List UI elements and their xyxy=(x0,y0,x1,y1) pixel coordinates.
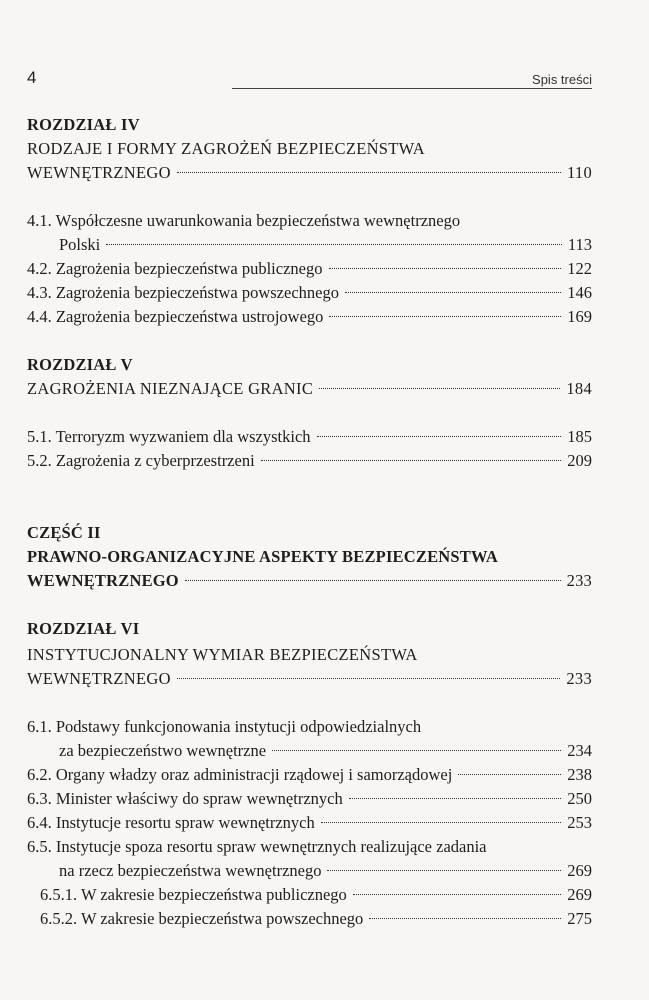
section-title-cont: Polski xyxy=(59,235,101,254)
section-title: 5.2. Zagrożenia z cyberprzestrzeni xyxy=(27,451,255,470)
toc-entry xyxy=(27,281,592,305)
toc-entry xyxy=(27,883,592,907)
dot-leader xyxy=(321,822,562,823)
toc-entry xyxy=(27,667,592,691)
dot-leader xyxy=(458,774,561,775)
dot-leader xyxy=(329,316,561,317)
part-label: CZĘŚĆ II xyxy=(27,523,101,542)
toc-entry xyxy=(27,787,592,811)
dot-leader xyxy=(353,894,561,895)
toc-entry xyxy=(27,811,592,835)
toc-entry xyxy=(27,859,592,883)
chapter-title: INSTYTUCJONALNY WYMIAR BEZPIECZEŃSTWA xyxy=(27,645,418,664)
section-title: 4.2. Zagrożenia bezpieczeństwa publicznego xyxy=(27,259,323,278)
dot-leader xyxy=(327,870,561,871)
page-ref: 234 xyxy=(567,741,592,760)
chapter-label: ROZDZIAŁ VI xyxy=(27,619,140,638)
section-title: 6.3. Minister właściwy do spraw wewnętrznych xyxy=(27,789,343,808)
section-title: 6.5. Instytucje spoza resortu spraw wewnętrznych realizujące zadania xyxy=(27,837,487,856)
section-title: 4.4. Zagrożenia bezpieczeństwa ustrojowego xyxy=(27,307,324,326)
toc-entry xyxy=(27,305,592,329)
page-ref: 110 xyxy=(566,163,592,182)
dot-leader xyxy=(106,244,562,245)
section-title: 6.4. Instytucje resortu spraw wewnętrznych xyxy=(27,813,315,832)
header-rule xyxy=(232,88,592,89)
section-title-cont: za bezpieczeństwo wewnętrzne xyxy=(59,741,267,760)
dot-leader xyxy=(369,918,561,919)
part-title: PRAWNO-ORGANIZACYJNE ASPEKTY BEZPIECZEŃSTWA xyxy=(27,547,498,566)
part-title-cont: WEWNĘTRZNEGO xyxy=(27,571,179,590)
chapter-title-cont: WEWNĘTRZNEGO xyxy=(27,163,171,182)
dot-leader xyxy=(261,460,562,461)
page-ref: 146 xyxy=(567,283,592,302)
toc-entry xyxy=(27,907,592,931)
page-ref: 113 xyxy=(567,235,592,254)
toc-entry xyxy=(27,763,592,787)
chapter-title-cont: WEWNĘTRZNEGO xyxy=(27,669,171,688)
running-head xyxy=(27,68,592,92)
dot-leader xyxy=(349,798,562,799)
dot-leader xyxy=(319,388,560,389)
section-title: 5.1. Terroryzm wyzwaniem dla wszystkich xyxy=(27,427,311,446)
toc-entry xyxy=(27,161,592,185)
dot-leader xyxy=(185,580,561,581)
toc-entry xyxy=(27,233,592,257)
dot-leader xyxy=(345,292,561,293)
page-ref: 269 xyxy=(567,861,592,880)
page-ref: 238 xyxy=(567,765,592,784)
page-ref: 209 xyxy=(567,451,592,470)
dot-leader xyxy=(329,268,562,269)
toc-entry xyxy=(27,377,592,401)
chapter-title: ZAGROŻENIA NIEZNAJĄCE GRANIC xyxy=(27,379,314,398)
section-title: 6.2. Organy władzy oraz administracji rządowej i samorządowej xyxy=(27,765,453,784)
section-title-cont: na rzecz bezpieczeństwa wewnętrznego xyxy=(59,861,322,880)
page-ref: 185 xyxy=(567,427,592,446)
dot-leader xyxy=(177,678,561,679)
dot-leader xyxy=(272,750,561,751)
page-ref: 233 xyxy=(566,571,592,590)
chapter-title: RODZAJE I FORMY ZAGROŻEŃ BEZPIECZEŃSTWA xyxy=(27,139,425,158)
page-ref: 269 xyxy=(567,885,592,904)
chapter-label: ROZDZIAŁ IV xyxy=(27,115,140,134)
section-title: 4.3. Zagrożenia bezpieczeństwa powszechnego xyxy=(27,283,339,302)
section-title: 4.1. Współczesne uwarunkowania bezpieczeństwa wewnętrznego xyxy=(27,211,461,230)
page-ref: 184 xyxy=(566,379,592,398)
page-ref: 253 xyxy=(567,813,592,832)
toc-entry xyxy=(27,425,592,449)
page-ref: 275 xyxy=(567,909,592,928)
page-number: 4 xyxy=(27,68,37,87)
dot-leader xyxy=(177,172,561,173)
toc-entry xyxy=(27,449,592,473)
toc-entry xyxy=(27,569,592,593)
subsection-title: 6.5.2. W zakresie bezpieczeństwa powszechnego xyxy=(40,909,364,928)
page-ref: 250 xyxy=(567,789,592,808)
running-head-title: Spis treści xyxy=(532,72,592,87)
page-ref: 169 xyxy=(567,307,592,326)
subsection-title: 6.5.1. W zakresie bezpieczeństwa publicznego xyxy=(40,885,347,904)
page-ref: 122 xyxy=(567,259,592,278)
section-title: 6.1. Podstawy funkcjonowania instytucji odpowiedzialnych xyxy=(27,717,422,736)
chapter-label: ROZDZIAŁ V xyxy=(27,355,133,374)
toc-entry xyxy=(27,257,592,281)
page-ref: 233 xyxy=(566,669,592,688)
toc-entry xyxy=(27,739,592,763)
dot-leader xyxy=(317,436,562,437)
